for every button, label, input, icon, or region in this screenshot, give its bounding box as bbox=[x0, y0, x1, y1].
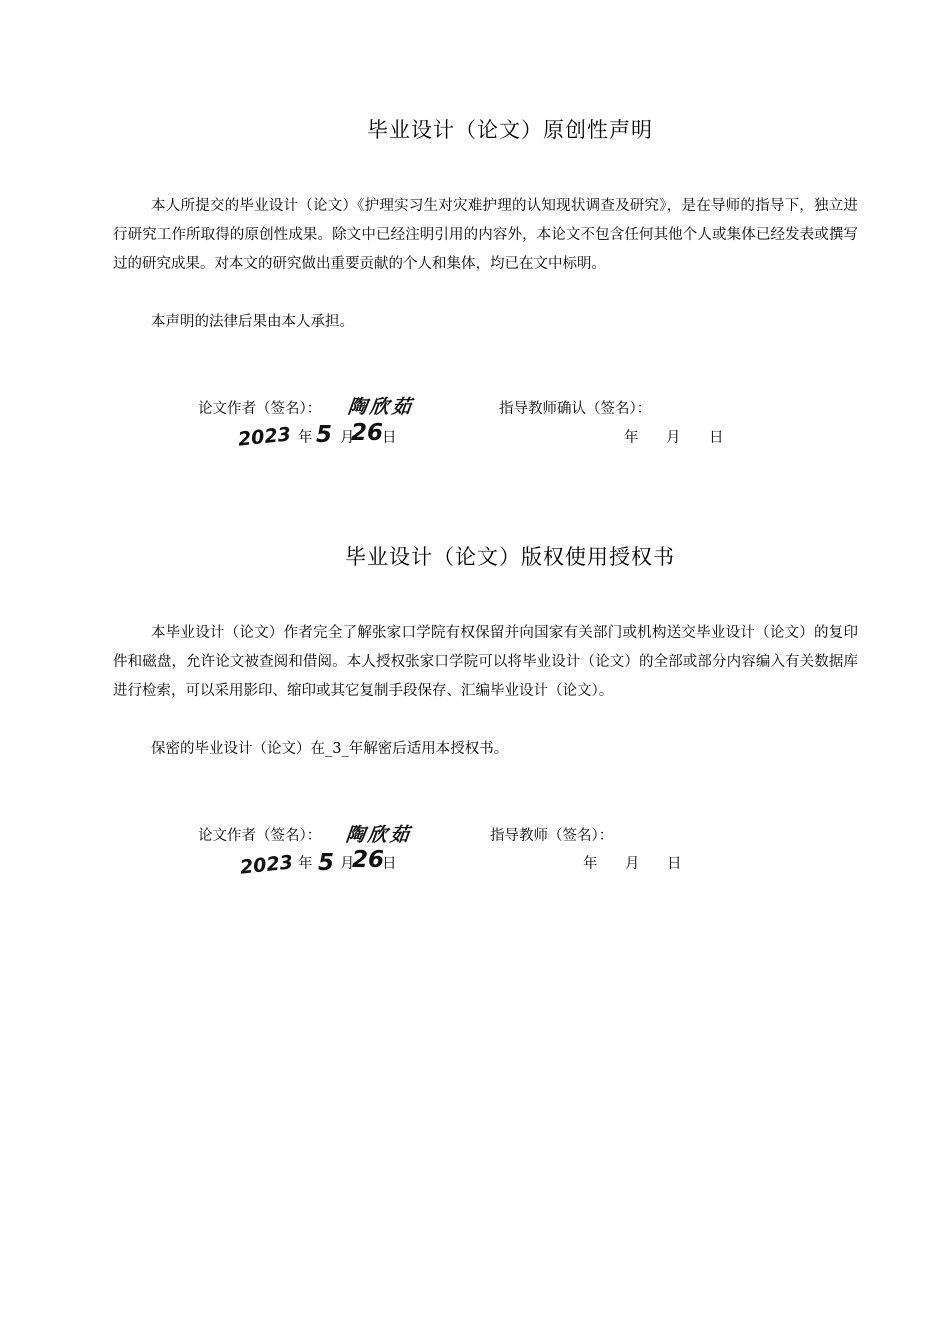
authorization-advisor-label: 指导教师（签名）： bbox=[490, 828, 614, 844]
declaration-title: 毕业设计（论文）原创性声明 bbox=[367, 118, 653, 142]
declaration-advisor-day-unit: 日 bbox=[709, 430, 724, 446]
declaration-date-year: 2023 bbox=[236, 423, 292, 451]
authorization-date-month: 5 bbox=[318, 850, 335, 876]
declaration-author-signature: 陶欣茹 bbox=[346, 396, 416, 418]
authorization-day-unit: 日 bbox=[382, 856, 397, 872]
declaration-date-day: 26 bbox=[351, 420, 384, 446]
declaration-advisor-month-unit: 月 bbox=[666, 430, 681, 446]
declaration-advisor-label: 指导教师确认（签名）： bbox=[499, 401, 652, 417]
authorization-author-signature: 陶欣茹 bbox=[344, 824, 414, 846]
authorization-advisor-month-unit: 月 bbox=[625, 856, 640, 872]
authorization-date-year: 2023 bbox=[238, 851, 294, 879]
authorization-author-label: 论文作者（签名）： bbox=[198, 828, 322, 844]
authorization-advisor-year-unit: 年 bbox=[583, 856, 598, 872]
declaration-paragraph-1: 本人所提交的毕业设计（论文）《护理实习生对灾难护理的认知现状调查及研究》，是在导师的指导下，独立进行研究工作所取得的原创性成果。除文中已经注明引用的内容外，本论文不包含任何其他个人或集体已经发表或撰写过的研究成果。对本文的研究做出重要贡献的个人和集体，均已在文中标明。 bbox=[113, 198, 858, 272]
authorization-month-unit: 月 bbox=[340, 856, 355, 872]
authorization-title: 毕业设计（论文）版权使用授权书 bbox=[345, 545, 675, 569]
declaration-paragraph-2: 本声明的法律后果由本人承担。 bbox=[151, 314, 354, 330]
declaration-year-unit: 年 bbox=[298, 430, 313, 446]
declaration-advisor-year-unit: 年 bbox=[624, 430, 639, 446]
authorization-year-unit: 年 bbox=[298, 856, 313, 872]
authorization-advisor-day-unit: 日 bbox=[667, 856, 682, 872]
declaration-day-unit: 日 bbox=[382, 430, 397, 446]
authorization-paragraph-2: 保密的毕业设计（论文）在_3_年解密后适用本授权书。 bbox=[151, 741, 509, 757]
declaration-author-label: 论文作者（签名）： bbox=[198, 401, 322, 417]
declaration-month-unit: 月 bbox=[340, 430, 355, 446]
authorization-paragraph-1: 本毕业设计（论文）作者完全了解张家口学院有权保留并向国家有关部门或机构送交毕业设计（论文）的复印件和磁盘，允许论文被查阅和借阅。本人授权张家口学院可以将毕业设计（论文）的全部或部分内容编入有关数据库进行检索，可以采用影印、缩印或其它复制手段保存、汇编毕业设计（论文）。 bbox=[113, 625, 858, 699]
authorization-date-day: 26 bbox=[352, 847, 385, 873]
declaration-date-month: 5 bbox=[316, 422, 333, 448]
